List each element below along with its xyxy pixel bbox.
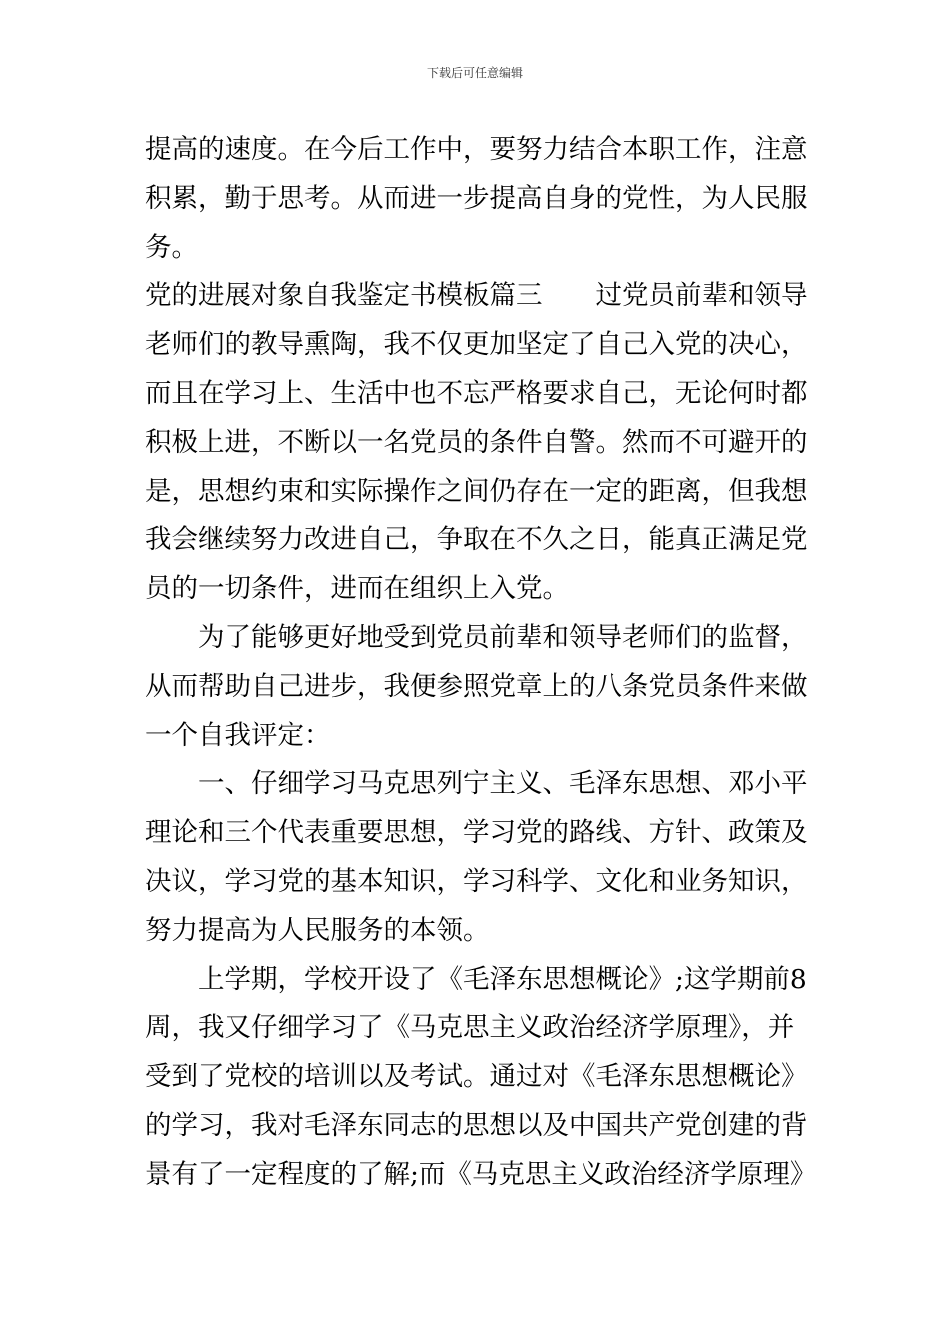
page-header: 下载后可任意编辑 xyxy=(426,66,523,80)
document-body xyxy=(145,126,817,1200)
text-line: 理论和三个代表重要思想，学习党的路线、方针、政策及 xyxy=(145,817,808,849)
text-line: 积极上进，不断以一名党员的条件自警。然而不可避开的 xyxy=(145,426,808,458)
text-line: 是，思想约束和实际操作之间仍存在一定的距离，但我想 xyxy=(145,475,808,507)
text-line: 而且在学习上、生活中也不忘严格要求自己，无论何时都 xyxy=(145,377,808,409)
text-line: 上学期，学校开设了《毛泽东思想概论》;这学期前8 xyxy=(198,963,807,995)
text-line: 决议，学习党的基本知识，学习科学、文化和业务知识， xyxy=(145,865,808,897)
text-line: 受到了党校的培训以及考试。通过对《毛泽东思想概论》 xyxy=(145,1061,808,1093)
text-line: 的学习，我对毛泽东同志的思想以及中国共产党创建的背 xyxy=(145,1109,808,1141)
text-line: 务。 xyxy=(145,231,198,263)
text-line: 一个自我评定： xyxy=(145,719,331,751)
text-line: 景有了一定程度的了解;而《马克思主义政治经济学原理》 xyxy=(145,1158,817,1190)
text-line: 周，我又仔细学习了《马克思主义政治经济学原理》，并 xyxy=(145,1012,795,1044)
text-line: 努力提高为人民服务的本领。 xyxy=(145,914,490,946)
text-line: 从而帮助自己进步，我便参照党章上的八条党员条件来做 xyxy=(145,670,808,702)
text-line: 积累，勤于思考。从而进一步提高自身的党性，为人民服 xyxy=(145,182,808,214)
text-line: 员的一切条件，进而在组织上入党。 xyxy=(145,573,569,605)
text-line: 为了能够更好地受到党员前辈和领导老师们的监督， xyxy=(198,621,808,653)
text-line: 提高的速度。在今后工作中，要努力结合本职工作，注意 xyxy=(145,134,808,165)
text-line: 党的进展对象自我鉴定书模板篇三 过党员前辈和领导 xyxy=(145,280,808,312)
text-line: 老师们的教导熏陶，我不仅更加坚定了自己入党的决心， xyxy=(145,329,808,361)
text-line: 一、仔细学习马克思列宁主义、毛泽东思想、邓小平 xyxy=(198,768,808,800)
text-line: 我会继续努力改进自己，争取在不久之日，能真正满足党 xyxy=(145,524,808,556)
